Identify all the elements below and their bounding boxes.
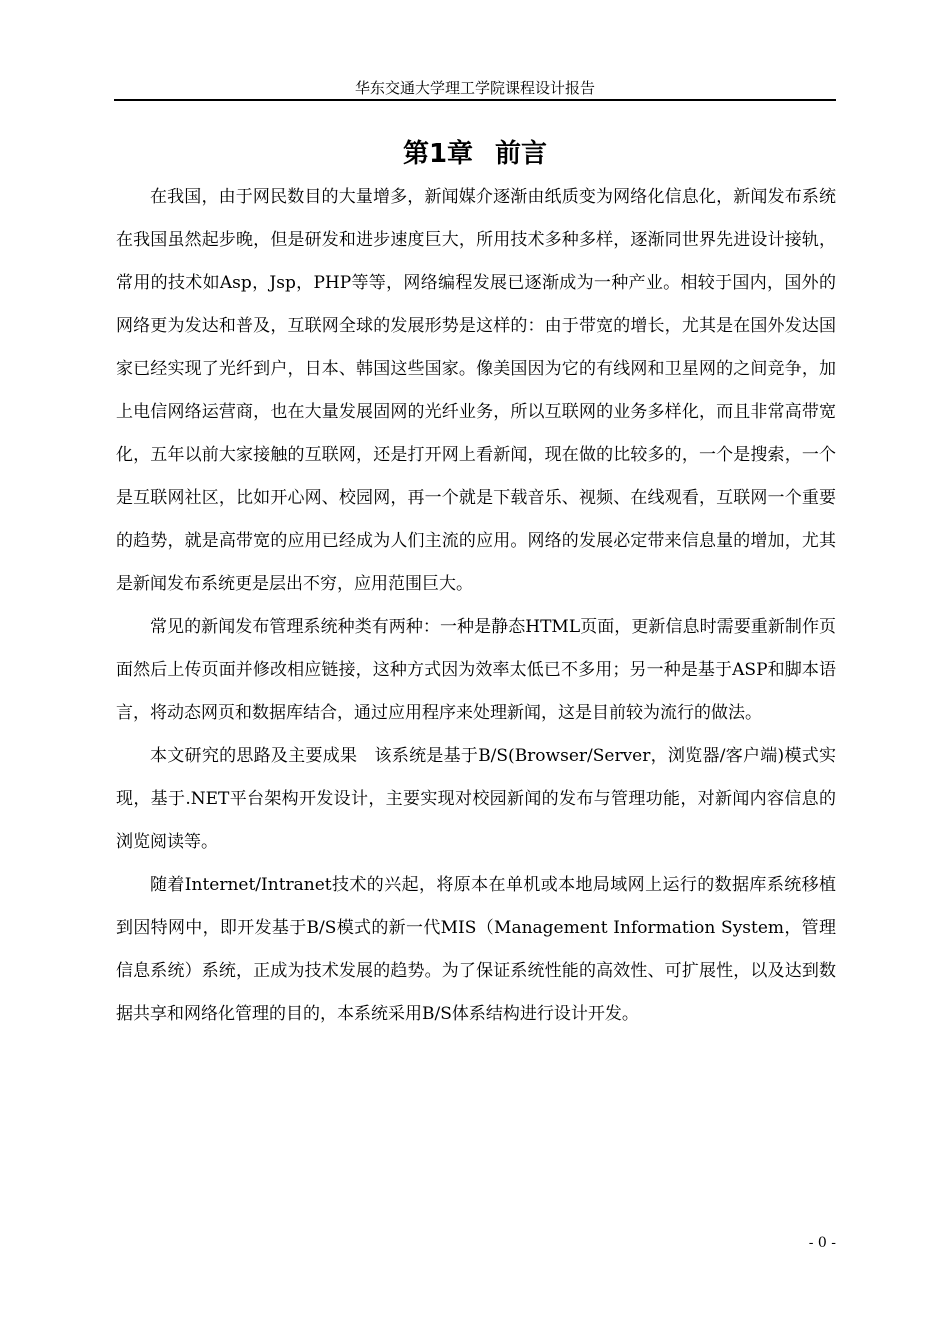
paragraph-research-outcome: 本文研究的思路及主要成果 该系统是基于B/S(Browser/Server，浏览器/客户端)模式实现，基于.NET平台架构开发设计，主要实现对校园新闻的发布与管理功能，对新闻内容信息的浏览阅读等。 — [116, 746, 836, 852]
chapter-title — [114, 134, 836, 174]
chapter-number: 第1章 — [402, 139, 474, 169]
paragraph-system-types: 常见的新闻发布管理系统种类有两种：一种是静态HTML页面，更新信息时需要重新制作页面然后上传页面并修改相应链接，这种方式因为效率太低已不多用；另一种是基于ASP和脚本语言，将动态网页和数据库结合，通过应用程序来处理新闻，这是目前较为流行的做法。 — [116, 617, 836, 723]
running-header: 华东交通大学理工学院课程设计报告 — [354, 79, 595, 97]
page-number: - 0 - — [808, 1235, 836, 1251]
body-text — [116, 176, 836, 1036]
header-divider — [114, 99, 836, 101]
paragraph-architecture: 随着Internet/Intranet技术的兴起，将原本在单机或本地局域网上运行的数据库系统移植到因特网中，即开发基于B/S模式的新一代MIS（Management Information System，管理信息系统）系统，正成为技术发展的趋势。为了保证系统性能的高效性、可扩展性，以及达到数据共享和网络化管理的目的，本系统采用B/S体系结构进行设计开发。 — [116, 875, 836, 1024]
chapter-heading: 前言 — [495, 139, 548, 169]
paragraph-background: 在我国，由于网民数目的大量增多，新闻媒介逐渐由纸质变为网络化信息化，新闻发布系统在我国虽然起步晚，但是研发和进步速度巨大，所用技术多种多样，逐渐同世界先进设计接轨，常用的技术如Asp，Jsp，PHP等等，网络编程发展已逐渐成为一种产业。相较于国内，国外的网络更为发达和普及，互联网全球的发展形势是这样的：由于带宽的增长，尤其是在国外发达国家已经实现了光纤到户，日本、韩国这些国家。像美国因为它的有线网和卫星网的之间竞争，加上电信网络运营商，也在大量发展固网的光纤业务，所以互联网的业务多样化，而且非常高带宽化，五年以前大家接触的互联网，还是打开网上看新闻，现在做的比较多的，一个是搜索，一个是互联网社区，比如开心网、校园网，再一个就是下载音乐、视频、在线观看，互联网一个重要的趋势，就是高带宽的应用已经成为人们主流的应用。网络的发展必定带来信息量的增加，尤其是新闻发布系统更是层出不穷，应用范围巨大。 — [116, 187, 836, 594]
